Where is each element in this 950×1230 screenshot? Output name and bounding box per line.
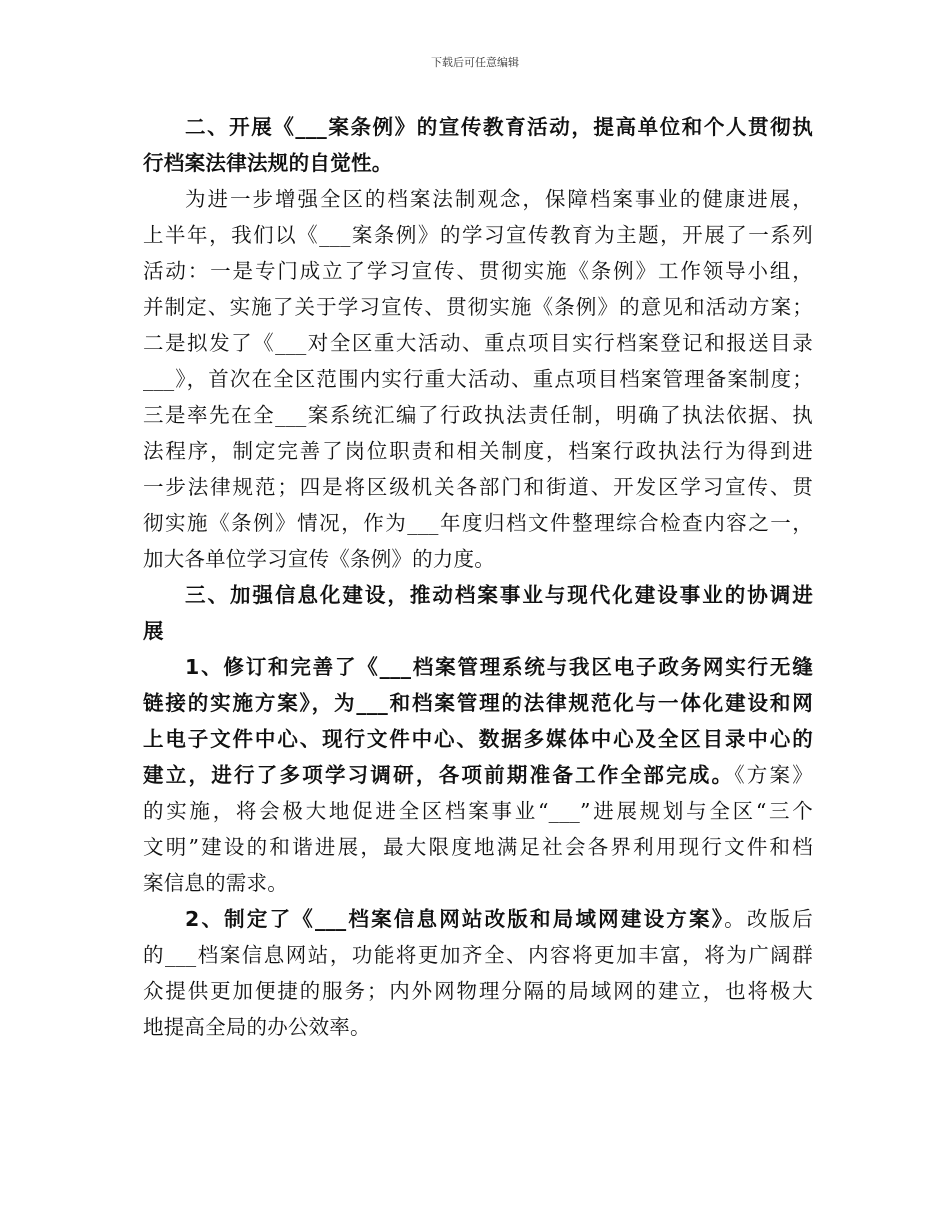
paragraph-line: 二是拟发了《___对全区重大活动、重点项目实行档案登记和报送目录 <box>143 331 813 355</box>
item-heading-normal-part: 。改版后 <box>724 907 813 931</box>
section-heading-line: 展 <box>143 619 164 643</box>
item-heading-line: 链接的实施方案》，为___和档案管理的法律规范化与一体化建设和网 <box>143 691 813 715</box>
paragraph-line: 三是率先在全___案系统汇编了行政执法责任制，明确了执法依据、执 <box>143 403 813 427</box>
header-watermark: 下载后可任意编辑 <box>431 56 519 69</box>
paragraph-line: 上半年，我们以《___案条例》的学习宣传教育为主题，开展了一系列 <box>143 223 813 247</box>
item-heading-normal-part: 《方案》 <box>734 763 813 787</box>
section-heading-line: 行档案法律法规的自觉性。 <box>143 151 393 175</box>
section-heading-line: 三、加强信息化建设，推动档案事业与现代化建设事业的协调进 <box>185 583 813 607</box>
document-body <box>143 109 813 1045</box>
paragraph-line: 彻实施《条例》情况，作为___年度归档文件整理综合检查内容之一， <box>143 511 813 535</box>
paragraph-line: 一步法律规范；四是将区级机关各部门和街道、开发区学习宣传、贯 <box>143 475 813 499</box>
paragraph-line: 地提高全局的办公效率。 <box>143 1015 371 1039</box>
paragraph-line: 众提供更加便捷的服务；内外网物理分隔的局域网的建立，也将极大 <box>143 979 813 1003</box>
item-heading-line: 1、修订和完善了《___档案管理系统与我区电子政务网实行无缝 <box>185 655 813 679</box>
paragraph-line: 法程序，制定完善了岗位职责和相关制度，档案行政执法行为得到进 <box>143 439 813 463</box>
paragraph-line: 文明”建设的和谐进展，最大限度地满足社会各界利用现行文件和档 <box>143 835 813 859</box>
paragraph-line: 案信息的需求。 <box>143 871 288 895</box>
item-heading-line-mixed <box>143 757 813 793</box>
item-heading-bold-part: 2、制定了《___档案信息网站改版和局域网建设方案》 <box>185 907 725 931</box>
item-heading-bold-part: 建立，进行了多项学习调研，各项前期准备工作全部完成。 <box>143 763 735 787</box>
paragraph-line: ___》，首次在全区范围内实行重大活动、重点项目档案管理备案制度； <box>143 367 813 391</box>
section-heading-line: 二、开展《___案条例》的宣传教育活动，提高单位和个人贯彻执 <box>185 115 813 139</box>
paragraph-line: 为进一步增强全区的档案法制观念，保障档案事业的健康进展， <box>185 187 813 211</box>
paragraph-line: 并制定、实施了关于学习宣传、贯彻实施《条例》的意见和活动方案； <box>143 295 813 319</box>
paragraph-line: 加大各单位学习宣传《条例》的力度。 <box>143 547 495 571</box>
item-heading-line: 上电子文件中心、现行文件中心、数据多媒体中心及全区目录中心的 <box>143 727 813 751</box>
item-heading-line-mixed <box>143 901 813 937</box>
paragraph-line: 的实施，将会极大地促进全区档案事业“___”进展规划与全区“三个 <box>143 799 813 823</box>
paragraph-line: 活动：一是专门成立了学习宣传、贯彻实施《条例》工作领导小组， <box>143 259 813 283</box>
paragraph-line: 的___档案信息网站，功能将更加齐全、内容将更加丰富，将为广阔群 <box>143 943 813 967</box>
